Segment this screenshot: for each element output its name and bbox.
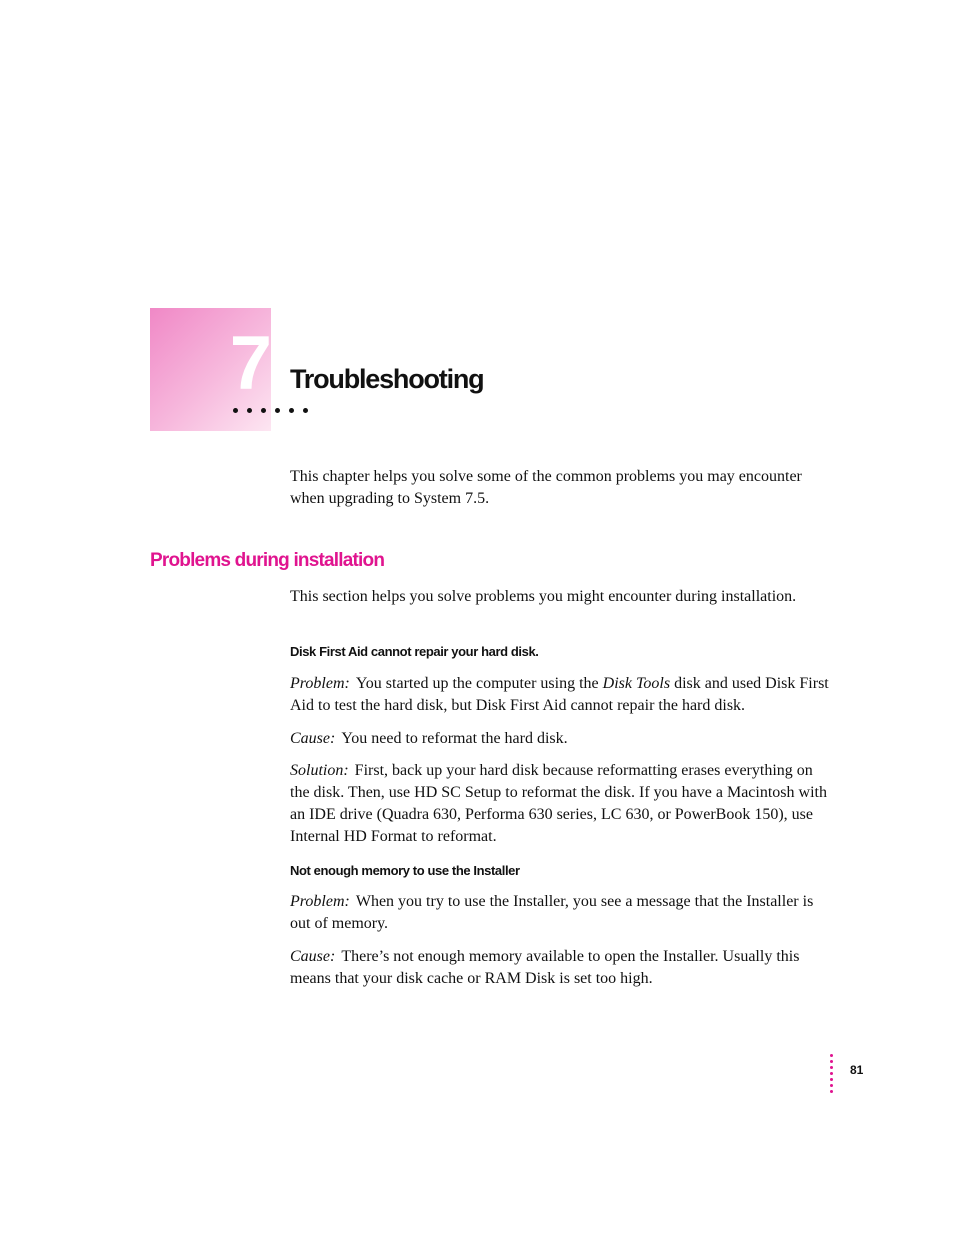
vdot-6 [830,1084,833,1087]
problem-label: Problem: [290,675,350,692]
cause-paragraph-1 [290,728,835,750]
vdot-1 [830,1054,833,1057]
dot-2 [247,408,252,413]
vdot-3 [830,1066,833,1069]
vdot-7 [830,1090,833,1093]
cause-text: You need to reformat the hard disk. [341,730,568,747]
cause-label: Cause: [290,948,336,965]
section-heading: Problems during installation [150,550,385,571]
decorative-dot-row [231,404,313,416]
vdot-5 [830,1078,833,1081]
vdot-2 [830,1060,833,1063]
chapter-intro: This chapter helps you solve some of the common problems you may encounter when upgrading to System 7.5. [290,468,802,507]
solution-paragraph-1 [290,760,835,848]
dot-4 [275,408,280,413]
dot-5 [289,408,294,413]
problem-heading-1: Disk First Aid cannot repair your hard disk. [290,644,539,659]
dot-6 [303,408,308,413]
chapter-number: 7 [229,321,270,406]
problem-heading-2: Not enough memory to use the Installer [290,863,520,878]
decorative-vertical-dots [830,1054,834,1094]
section-intro: This section helps you solve problems you might encounter during installation. [290,588,797,605]
problem-text-start: You started up the computer using the [355,675,603,692]
vdot-4 [830,1072,833,1075]
cause-text: There’s not enough memory available to open the Installer. Usually this means that your disk cache or RAM Disk is set too high. [290,948,800,987]
cause-paragraph-2 [290,946,835,990]
solution-label: Solution: [290,762,349,779]
disk-tools-title: Disk Tools [602,675,671,692]
problem-text: When you try to use the Installer, you see a message that the Installer is out of memory. [290,893,814,932]
problem-text-end: disk and used Disk First Aid to test the hard disk, but Disk First Aid cannot repair the hard disk. [290,675,829,714]
chapter-title: Troubleshooting [290,364,484,394]
dot-1 [233,408,238,413]
dot-3 [261,408,266,413]
cause-label: Cause: [290,730,336,747]
solution-text: First, back up your hard disk because reformatting erases everything on the disk. Then, use HD SC Setup to reformat the disk. If you have a Macintosh with an IDE drive (Quadra 630, Performa 630 series, LC 630, or PowerBook 150), use Internal HD Format to reformat. [290,762,827,845]
problem-label: Problem: [290,893,350,910]
problem-paragraph-2 [290,891,835,935]
problem-paragraph-1 [290,673,835,717]
page-number: 81 [850,1063,864,1077]
